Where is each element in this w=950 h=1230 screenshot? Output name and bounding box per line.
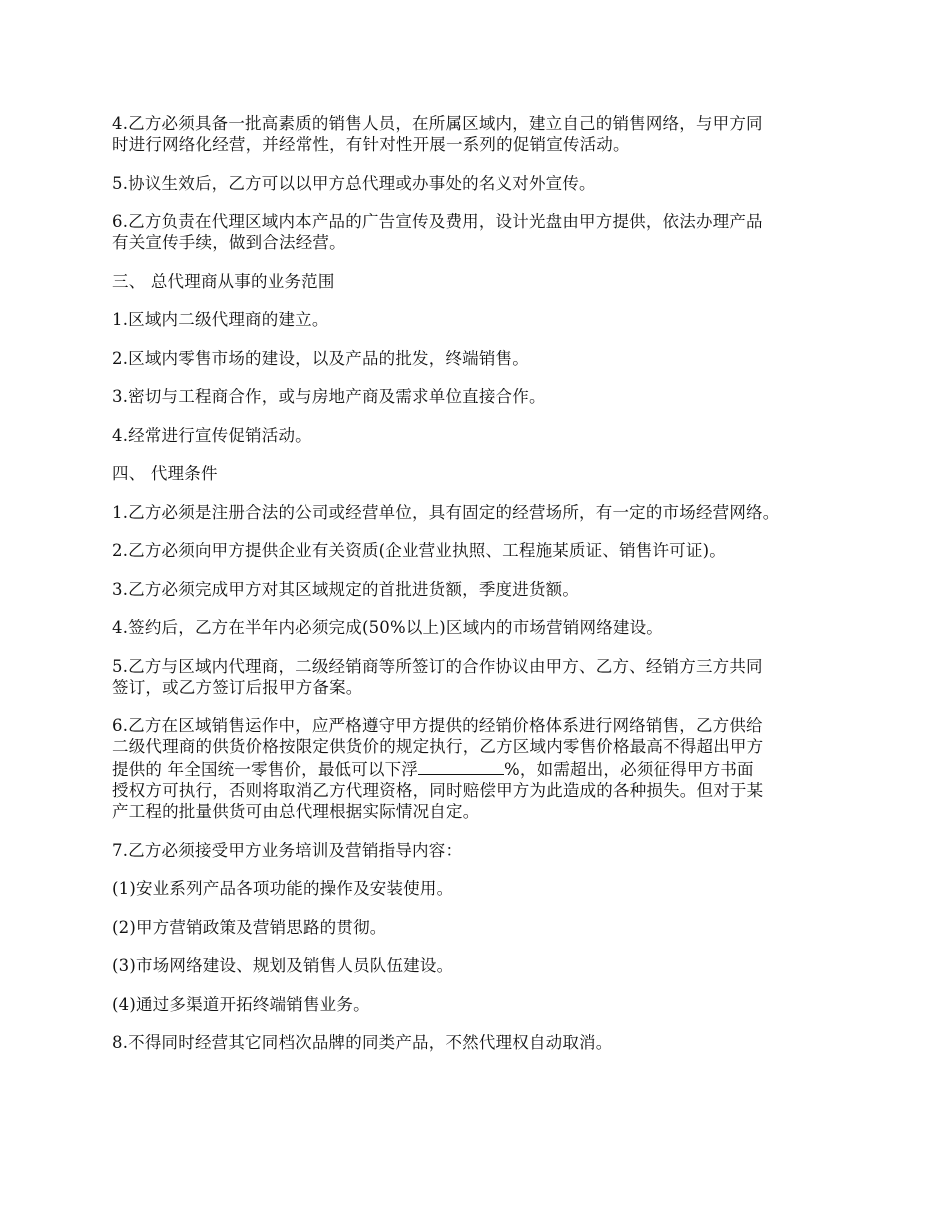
document-page xyxy=(112,113,847,1071)
text-line: 时进行网络化经营，并经常性，有针对性开展一系列的促销宣传活动。 xyxy=(112,135,630,154)
section-3-item-2: 2.区域内零售市场的建设，以及产品的批发，终端销售。 xyxy=(112,348,529,368)
section-4-item-7-sub-1: (1)安业系列产品各项功能的操作及安装使用。 xyxy=(112,879,454,898)
text-line: 5.协议生效后，乙方可以以甲方总代理或办事处的名义对外宣传。 xyxy=(112,173,596,193)
section-4-item-6 xyxy=(112,715,847,822)
section-3-item-1: 1.区域内二级代理商的建立。 xyxy=(112,310,329,329)
text-line: 二级代理商的供货价格按限定供货价的规定执行，乙方区域内零售价格最高不得超出甲方 xyxy=(112,737,764,756)
text-line: 签订，或乙方签订后报甲方备案。 xyxy=(112,677,363,697)
section-4-item-1: 1.乙方必须是注册合法的公司或经营单位，具有固定的经营场所，有一定的市场经营网络。 xyxy=(112,502,780,522)
text-line: 4.乙方必须具备一批高素质的销售人员，在所属区域内，建立自己的销售网络，与甲方同 xyxy=(112,114,763,133)
text-segment: %，如需超出，必须征得甲方书面 xyxy=(504,760,754,779)
text-line: 5.乙方与区域内代理商，二级经销商等所签订的合作协议由甲方、乙方、经销方三方共同 xyxy=(112,656,763,676)
paragraph-item-6 xyxy=(112,211,847,253)
text-line-with-blank xyxy=(112,757,847,780)
section-4-item-7-sub-4: (4)通过多渠道开拓终端销售业务。 xyxy=(112,994,370,1014)
text-line: 有关宣传手续，做到合法经营。 xyxy=(112,233,346,252)
section-3-item-3: 3.密切与工程商合作，或与房地产商及需求单位直接合作。 xyxy=(112,387,546,406)
section-4-item-8: 8.不得同时经营其它同档次品牌的同类产品，不然代理权自动取消。 xyxy=(112,1033,613,1052)
section-4-item-7: 7.乙方必须接受甲方业务培训及营销指导内容： xyxy=(112,840,463,860)
text-line: 6.乙方在区域销售运作中，应严格遵守甲方提供的经销价格体系进行网络销售，乙方供给 xyxy=(112,716,763,735)
text-line: 6.乙方负责在代理区域内本产品的广告宣传及费用，设计光盘由甲方提供，依法办理产品 xyxy=(112,212,763,231)
section-4-item-7-sub-2: (2)甲方营销政策及营销思路的贯彻。 xyxy=(112,917,387,937)
text-line: 授权方可执行，否则将取消乙方代理资格，同时赔偿甲方为此造成的各种损失。但对于某 xyxy=(112,781,764,800)
section-4-item-2: 2.乙方必须向甲方提供企业有关资质(企业营业执照、工程施某质证、销售许可证)。 xyxy=(112,541,726,560)
section-4-item-3: 3.乙方必须完成甲方对其区域规定的首批进货额，季度进货额。 xyxy=(112,579,580,599)
fill-in-blank[interactable] xyxy=(418,757,504,775)
section-3-heading: 三、 总代理商从事的业务范围 xyxy=(112,271,335,291)
paragraph-item-5 xyxy=(112,173,847,194)
section-4-item-7-sub-3: (3)市场网络建设、规划及销售人员队伍建设。 xyxy=(112,956,454,975)
paragraph-item-4 xyxy=(112,113,847,155)
section-4-item-5 xyxy=(112,656,847,698)
section-4-item-4: 4.签约后，乙方在半年内必须完成(50%以上)区域内的市场营销网络建设。 xyxy=(112,618,663,637)
text-segment: 提供的 年全国统一零售价，最低可以下浮 xyxy=(112,760,419,779)
section-4-heading: 四、 代理条件 xyxy=(112,464,218,483)
section-3-item-4: 4.经常进行宣传促销活动。 xyxy=(112,425,312,445)
text-line: 产工程的批量供货可由总代理根据实际情况自定。 xyxy=(112,802,480,821)
